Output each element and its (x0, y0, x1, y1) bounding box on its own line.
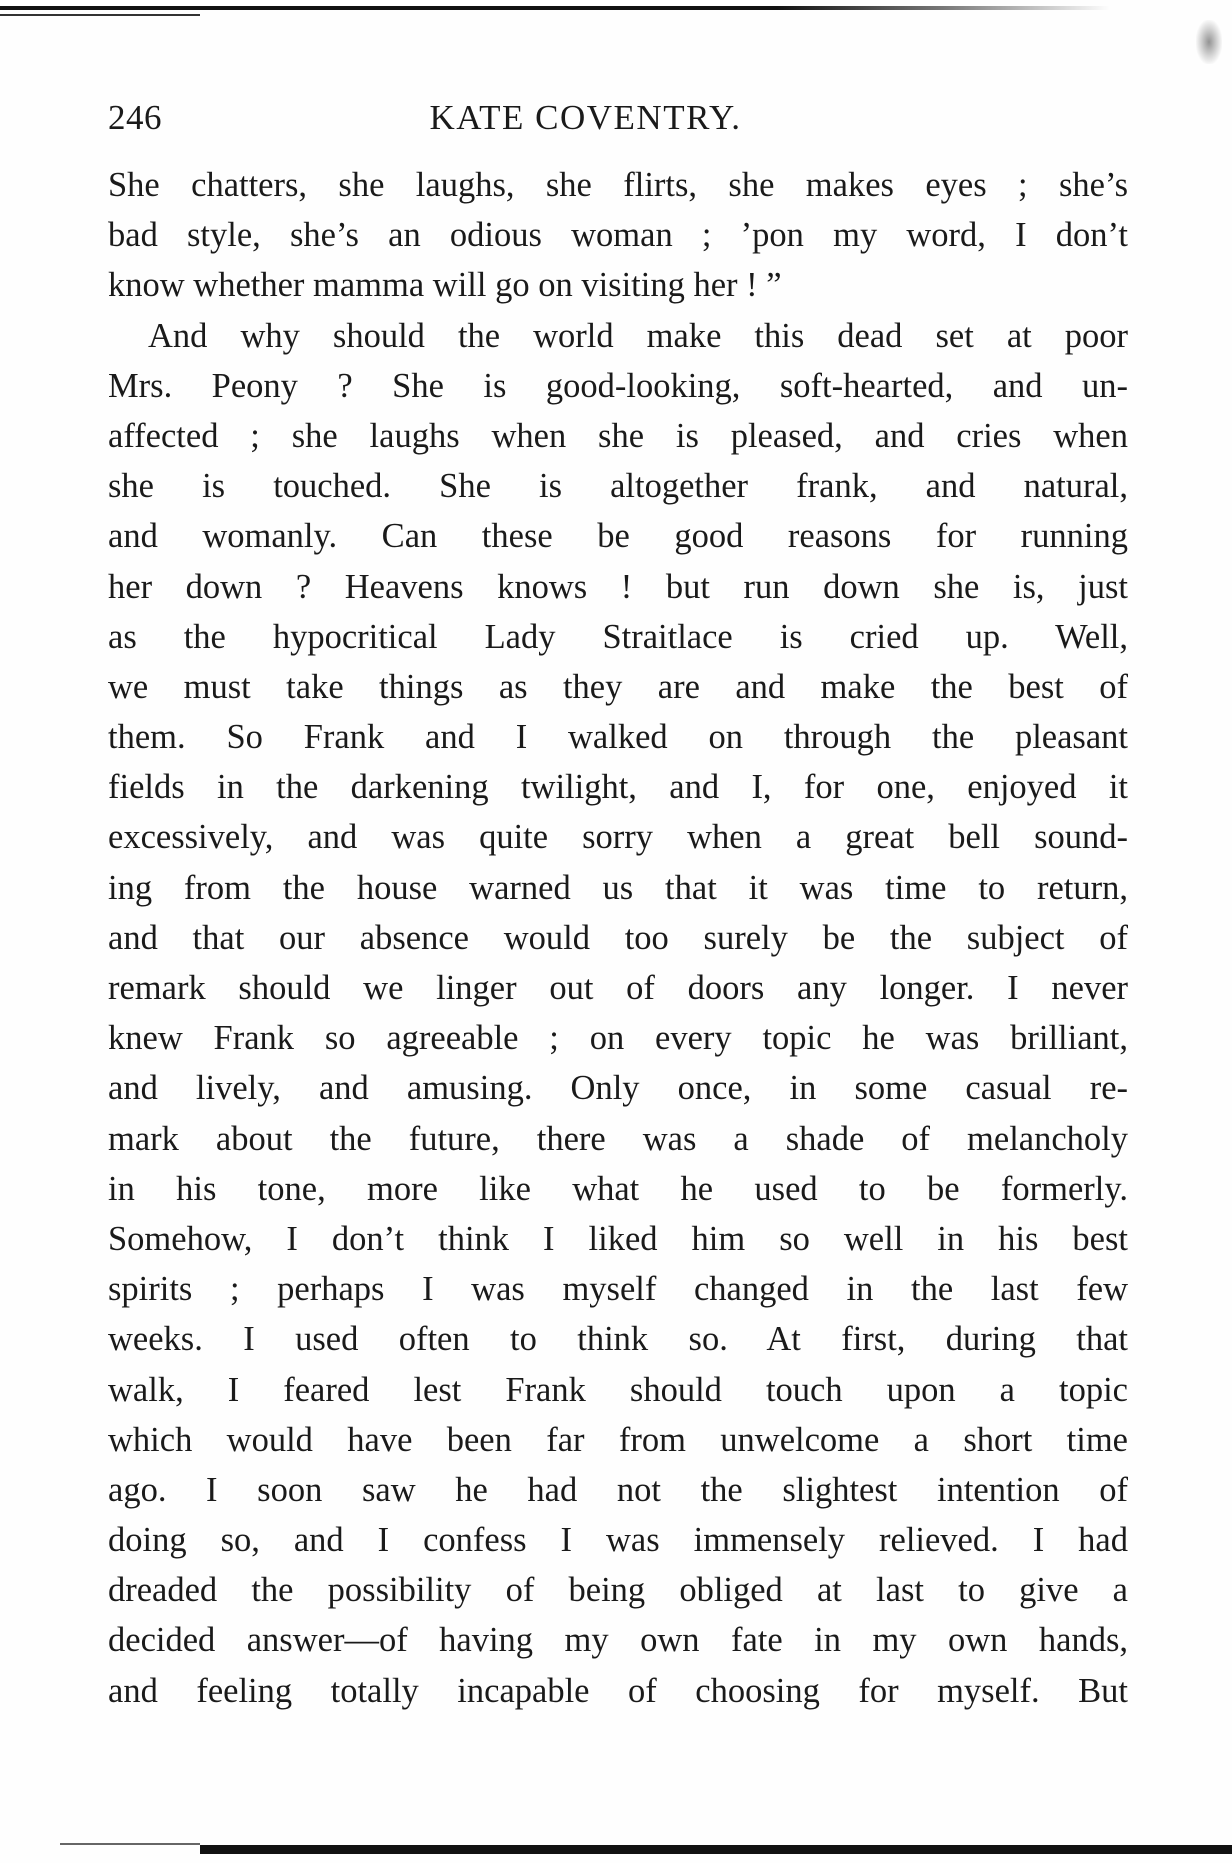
text-line: weeks. I used often to think so. At first, during that (108, 1320, 1128, 1359)
text-line: she is touched. She is altogether frank, and natural, (108, 467, 1128, 506)
text-line: decided answer—of having my own fate in my own hands, (108, 1621, 1128, 1660)
text-line: and feeling totally incapable of choosing for myself. But (108, 1671, 1128, 1710)
top-border-rule-thin (0, 14, 200, 16)
text-line: and lively, and amusing. Only once, in some casual re- (108, 1069, 1128, 1108)
text-line: in his tone, more like what he used to be formerly. (108, 1169, 1128, 1208)
text-line: we must take things as they are and make the best of (108, 667, 1128, 706)
text-line: knew Frank so agreeable ; on every topic he was brilliant, (108, 1019, 1128, 1058)
text-line: which would have been far from unwelcome a short time (108, 1420, 1128, 1459)
text-line: dreaded the possibility of being obliged at last to give a (108, 1571, 1128, 1610)
text-line: them. So Frank and I walked on through the pleasant (108, 718, 1128, 757)
text-line: as the hypocritical Lady Straitlace is cried up. Well, (108, 617, 1128, 656)
text-line: walk, I feared lest Frank should touch upon a topic (108, 1370, 1128, 1409)
text-line: bad style, she’s an odious woman ; ’pon my word, I don’t (108, 216, 1128, 255)
bottom-border-rule-thin (60, 1843, 200, 1845)
text-line: And why should the world make this dead set at poor (148, 316, 1128, 355)
top-border-rule (0, 6, 1110, 10)
text-line: mark about the future, there was a shade of melancholy (108, 1119, 1128, 1158)
text-line: remark should we linger out of doors any longer. I never (108, 969, 1128, 1007)
text-line: ing from the house warned us that it was time to return, (108, 868, 1128, 907)
text-line: spirits ; perhaps I was myself changed in the last few (108, 1270, 1128, 1309)
text-line: affected ; she laughs when she is pleased, and cries when (108, 416, 1128, 455)
text-line: and that our absence would too surely be the subject of (108, 918, 1128, 957)
bottom-border-rule (200, 1845, 1232, 1854)
text-line: excessively, and was quite sorry when a great bell sound- (108, 818, 1128, 857)
corner-smudge (1196, 20, 1222, 64)
text-line: doing so, and I confess I was immensely relieved. I had (108, 1521, 1128, 1560)
text-line: Somehow, I don’t think I liked him so well in his best (108, 1219, 1128, 1258)
page-header (108, 98, 1128, 148)
text-line: know whether mamma will go on visiting her ! ” (108, 266, 782, 305)
running-title: KATE COVENTRY. (429, 98, 742, 137)
body-text (108, 160, 1128, 1716)
text-line: She chatters, she laughs, she flirts, she makes eyes ; she’s (108, 166, 1128, 204)
text-line: ago. I soon saw he had not the slightest intention of (108, 1470, 1128, 1509)
text-line: and womanly. Can these be good reasons for running (108, 517, 1128, 556)
page-number: 246 (108, 98, 162, 137)
text-line: Mrs. Peony ? She is good-looking, soft-hearted, and un- (108, 366, 1128, 405)
text-line: fields in the darkening twilight, and I, for one, enjoyed it (108, 768, 1128, 807)
text-line: her down ? Heavens knows ! but run down she is, just (108, 567, 1128, 606)
